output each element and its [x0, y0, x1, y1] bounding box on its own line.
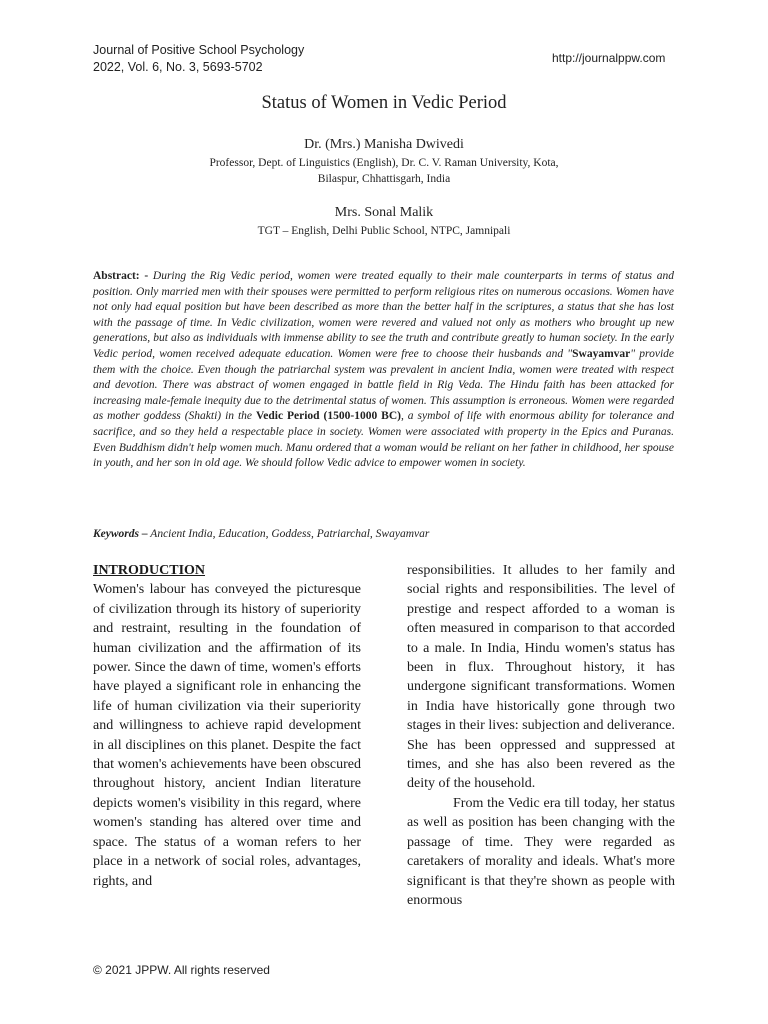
journal-url: http://journalppw.com: [552, 51, 666, 65]
author-affiliation-2: [0, 223, 768, 239]
keywords: [93, 528, 674, 540]
journal-citation: [93, 42, 304, 76]
abstract: [93, 269, 674, 472]
abstract-bold-term: Vedic Period (1500-1000 BC): [256, 410, 401, 423]
abstract-text: , a symbol of life with enormous ability for tolerance and sacrifice, and so they held a respectable place in society. Women were associated with property in the Epics and Puranas. Even Buddhism didn't help women much. Manu ordered that a woman would be reliant on her father in childhood, her spouse in youth, and her son in old age. We should follow Vedic advice to empower women in society.: [93, 410, 674, 470]
body-paragraph: From the Vedic era till today, her status as well as position has been changing with the passage of time. They were regarded as caretakers of morality and ideals. What's more significant is that they're shown as people with enormous: [407, 795, 675, 908]
keywords-text: Ancient India, Education, Goddess, Patriarchal, Swayamvar: [147, 528, 430, 540]
affiliation-line: Professor, Dept. of Linguistics (English), Dr. C. V. Raman University, Kota,: [209, 157, 559, 169]
author-affiliation-1: [0, 155, 768, 187]
section-heading: INTRODUCTION: [93, 563, 206, 578]
abstract-bold-term: Swayamvar: [572, 347, 631, 360]
abstract-label: Abstract: -: [93, 270, 149, 282]
body-paragraph: Women's labour has conveyed the picturesque of civilization through its history of superiority and restraint, resulting in the foundation of human civilization and the affirmation of its power. Since the dawn of time, women's efforts have played a significant role in enhancing the life of human civilization via their superiority and willingness to achieve rapid development in all disciplines on this planet. Despite the fact that women's achievements have been obscured throughout history, ancient Indian literature depicts women's visibility in this regard, where women's standing has altered over time and space. The status of a woman refers to her place in a network of social roles, advantages, rights, and: [93, 582, 361, 889]
abstract-text: During the Rig Vedic period, women were treated equally to their male counterparts in terms of status and position. Only married men with their spouses were permitted to perform religious rites on numerous occasions. Women have not only had equal position but have been described as more than the better half in the scriptures, a status that she has lost with the passage of time. In Vedic civilization, women were revered and valued not only as mothers who brought up new generations, but also as individuals with immense ability to see the truth and contribute greatly to human society. In the early Vedic period, women received adequate education. Women were free to choose their husbands and ": [93, 270, 674, 360]
author-name-1: Dr. (Mrs.) Manisha Dwivedi: [304, 137, 464, 152]
keywords-label: Keywords –: [93, 528, 148, 540]
body-paragraph: responsibilities. It alludes to her family and social rights and responsibilities. The level of prestige and respect afforded to a woman is often measured in comparison to that accorded to a male. In India, Hindu women's status has been in flux. Throughout history, it has undergone significant transformations. Women in India have historically gone through two stages in their lives: subjection and deliverance. She has been oppressed and suppressed at times, and she has also been revered as the deity of the household.: [407, 563, 675, 792]
right-column: [407, 561, 675, 910]
abstract-text: " provide them with the choice. Even though the patriarchal system was prevalent in ancient India, women were treated with respect and devotion. There was abstract of women engaged in battle field in Rig Veda. The Hindu faith has been attacked for increasing male-female inequity due to the detrimental status of women. This assumption is erroneous. Women were regarded as mother goddess (Shakti) in the: [93, 347, 675, 423]
affiliation-line: Bilaspur, Chhattisgarh, India: [317, 173, 451, 185]
affiliation-line: TGT – English, Delhi Public School, NTPC, Jamnipali: [257, 225, 511, 237]
copyright-footer: © 2021 JPPW. All rights reserved: [93, 963, 270, 977]
journal-issue: 2022, Vol. 6, No. 3, 5693-5702: [93, 60, 263, 74]
paper-title: Status of Women in Vedic Period: [261, 93, 507, 113]
journal-name: Journal of Positive School Psychology: [93, 43, 305, 57]
author-name-2: Mrs. Sonal Malik: [334, 205, 434, 220]
left-column: [93, 561, 361, 891]
